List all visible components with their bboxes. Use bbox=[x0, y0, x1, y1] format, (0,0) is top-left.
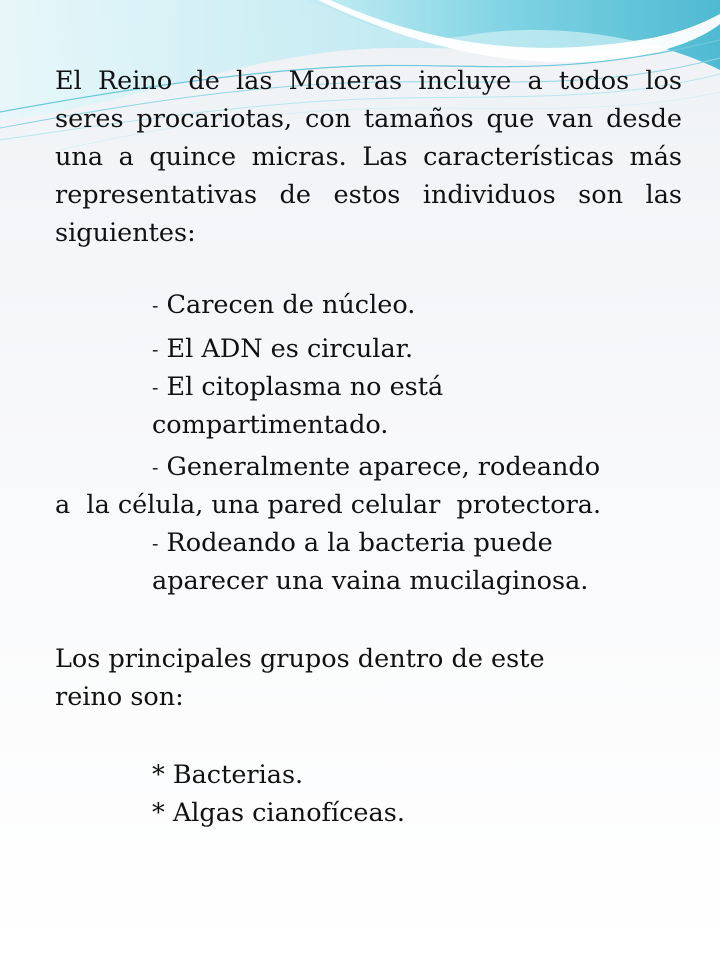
feature-item-3-continued: compartimentado. bbox=[152, 410, 389, 440]
bullet-dash: - bbox=[152, 457, 159, 479]
feature-item-2 bbox=[152, 330, 413, 369]
bullet-dash: - bbox=[152, 295, 159, 317]
feature-text: Rodeando a la bacteria puede bbox=[166, 528, 553, 558]
feature-item-3 bbox=[152, 368, 443, 407]
feature-item-5-continued: aparecer una vaina mucilaginosa. bbox=[152, 566, 589, 596]
feature-text: El ADN es circular. bbox=[166, 334, 414, 364]
groups-intro-line-2: reino son: bbox=[55, 682, 184, 712]
intro-paragraph: El Reino de las Moneras incluye a todos los seres procariotas, con tamaños que van desde una a quince micras. Las características más representativas de estos individuos son las siguientes: bbox=[55, 66, 682, 248]
bullet-dash: - bbox=[152, 533, 159, 555]
feature-text: Generalmente aparece, rodeando bbox=[166, 452, 601, 482]
feature-item-4-continued: a la célula, una pared celular protectora. bbox=[55, 490, 602, 520]
feature-text: Carecen de núcleo. bbox=[166, 290, 416, 320]
feature-item-5 bbox=[152, 524, 553, 563]
feature-item-4 bbox=[152, 448, 600, 487]
feature-text: El citoplasma no está bbox=[166, 372, 444, 402]
group-item-algas: * Algas cianofíceas. bbox=[152, 798, 405, 828]
bullet-dash: - bbox=[152, 339, 159, 361]
group-item-bacterias: * Bacterias. bbox=[152, 760, 304, 790]
bullet-dash: - bbox=[152, 377, 159, 399]
groups-intro-line-1: Los principales grupos dentro de este bbox=[55, 644, 545, 674]
feature-item-1 bbox=[152, 286, 415, 325]
